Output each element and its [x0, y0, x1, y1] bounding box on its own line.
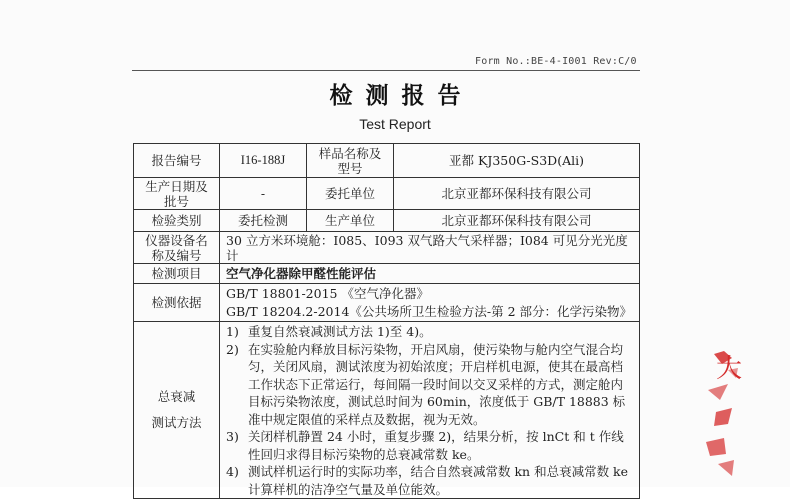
- table-row: [134, 284, 640, 322]
- method-step-number: 1): [226, 324, 239, 339]
- label-client: 委托单位: [307, 178, 394, 210]
- red-seal-stamp: [702, 350, 790, 487]
- label-test-item: 检测项目: [134, 264, 220, 284]
- report-title: 检测报告: [329, 82, 474, 109]
- label-test-basis: 检测依据: [134, 284, 220, 322]
- method-step-text: 重复自然衰减测试方法 1)至 4)。: [248, 324, 432, 339]
- producer-value: 北京亚都环保科技有限公司: [394, 210, 640, 232]
- test-basis-standard-2: GB/T 18204.2-2014《公共场所卫生检验方法-第 2 部分：化学污染物》: [226, 303, 633, 319]
- method-steps-list: [226, 323, 633, 498]
- report-table: [133, 143, 640, 499]
- label-report-number: 报告编号: [134, 144, 220, 178]
- method-step-number: 3): [226, 429, 239, 444]
- table-row: [134, 210, 640, 232]
- form-number: Form No.:BE-4-I001 Rev:C/0: [475, 56, 637, 67]
- sample-name-value: 亚都 KJ350G-S3D(Ali): [394, 144, 640, 178]
- report-subtitle: Test Report: [359, 116, 431, 132]
- label-sample-name: 样品名称及型号: [307, 144, 394, 178]
- test-item-value: 空气净化器除甲醛性能评估: [220, 264, 640, 284]
- method-step-4: [226, 463, 633, 498]
- table-row: [134, 178, 640, 210]
- table-row: [134, 144, 640, 178]
- method-steps-cell: [220, 322, 640, 499]
- label-equipment: 仪器设备名称及编号: [134, 232, 220, 264]
- inspection-type-value: 委托检测: [220, 210, 307, 232]
- table-row: [134, 232, 640, 264]
- production-date-value: -: [220, 178, 307, 210]
- method-step-2: [226, 341, 633, 429]
- label-method-line-1: 总衰减: [157, 389, 196, 404]
- method-step-number: 2): [226, 341, 239, 357]
- client-value: 北京亚都环保科技有限公司: [394, 178, 640, 210]
- header-rule: [132, 70, 640, 71]
- report-number-value: I16-188J: [220, 144, 307, 178]
- method-step-number: 4): [226, 464, 239, 479]
- label-production-date: 生产日期及批号: [134, 178, 220, 210]
- method-step-text: 测试样机运行时的实际功率，结合自然衰减常数 kn 和总衰减常数 ke 计算样机的洁净空气量及单位能效。: [248, 464, 629, 497]
- equipment-value: 30 立方米环境舱：I085、I093 双气路大气采样器；I084 可见分光光度计: [220, 232, 640, 264]
- seal-stamp-text: 大: [716, 354, 743, 384]
- method-step-3: [226, 428, 633, 463]
- test-basis-cell: [220, 284, 640, 322]
- table-row: [134, 322, 640, 499]
- method-step-text: 关闭样机静置 24 小时，重复步骤 2)，结果分析，按 lnCt 和 t 作线性回归求得目标污染物的总衰减常数 ke。: [248, 429, 624, 462]
- label-method-cell: [134, 322, 220, 499]
- table-row: [134, 264, 640, 284]
- label-method-line-2: 测试方法: [151, 415, 202, 430]
- test-basis-standard-1: GB/T 18801-2015 《空气净化器》: [226, 285, 429, 301]
- label-inspection-type: 检验类别: [134, 210, 220, 232]
- label-producer: 生产单位: [307, 210, 394, 232]
- method-step-1: [226, 323, 633, 341]
- method-step-text: 在实验舱内释放目标污染物，开启风扇，使污染物与舱内空气混合均匀，关闭风扇，测试浓度为初始浓度；开启样机电源，使其在最高档工作状态下正常运行，每间隔一段时间以交叉采样的方式，测定舱内目标污染物浓度，测试总时间为 60min，浓度低于 GB/T 18883 标准中规定限值的采样点及数据，视为无效。: [248, 341, 626, 427]
